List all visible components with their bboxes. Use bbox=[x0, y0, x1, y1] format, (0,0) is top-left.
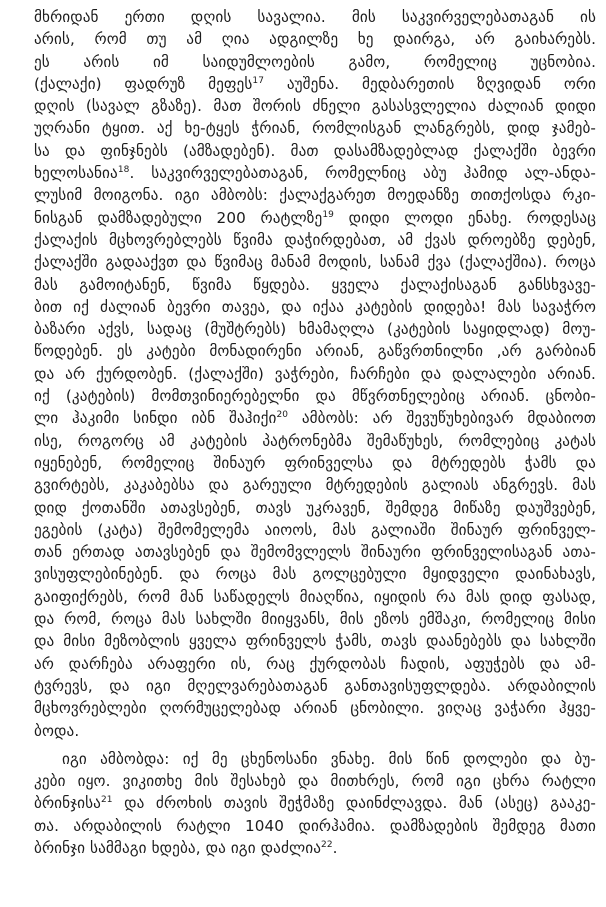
text-line: და არ ქურდობენ. (ქალაქში) ვაჭრები, ჩარჩები და დალალები არიან. bbox=[34, 364, 596, 383]
text-line: მხრიდან ერთი დღის სავალია. მის საკვირველებათაგან ის bbox=[34, 8, 596, 26]
text-line: (ქალაქი) ფადრუზ მეფეს$^{17}$ აუშენა. მედბარეთის ზღვიდან ორი bbox=[34, 74, 596, 93]
text-line: ისე, როგორც ამ კატების პატრონებმა შემაწუხეს, რომლებიც კატას bbox=[34, 431, 596, 450]
text-line: ეგების (კატა) შემომელემა აიოოს, მას გალიაში შინაურ ფრინველ- bbox=[34, 520, 596, 539]
text-line: ქალაქის მცხოვრებლებს წვიმა დაჭირდებათ, ამ ქვას დროებზე დებენ, bbox=[34, 230, 596, 249]
text-line: გაიფიქრებს, რომ მან საწადელს მიაღწია, იყიდის რა მას დიდ ფასად, bbox=[34, 587, 596, 606]
footnote-marker: 19 bbox=[322, 209, 334, 220]
paragraph bbox=[34, 748, 596, 859]
text-line: ვისუფლებინებენ. და როცა მას გოლცებული მყიდველი დაინახავს, bbox=[34, 565, 596, 584]
paragraph bbox=[34, 6, 596, 742]
text-line: და რომ, როცა მას სახლში მიიყვანს, მის ეზოს ემშაკი, რომელიც მისი bbox=[34, 610, 596, 629]
text-line: არის, რომ თუ ამ ღია ადგილზე ხე დაირგა, არ გაიხარებს. bbox=[34, 30, 596, 49]
footnote-marker: 21 bbox=[100, 795, 113, 806]
text-line: ტვრევს, და იგი მღელვარებათაგან განთავისუფლდება. არდაბილის bbox=[34, 676, 596, 695]
footnote-marker: 17 bbox=[252, 75, 265, 86]
text-line: და მისი მეზობლის ყველა ფრინველს ჭამს, თავს დაანებებს და სახლში bbox=[34, 632, 596, 651]
text-line: თან ერთად ათავსებენ და შემომვლელს შინაური ფრინველისაგან ათა- bbox=[34, 543, 596, 562]
text-line: თა. არდაბილის რატლი 1040 დირჰამია. დამზადების შემდეგ მათი bbox=[34, 816, 596, 835]
footnote-marker: 20 bbox=[276, 410, 289, 421]
text-line: ქალაქში გადააქვთ და წვიმაც მანამ მოდის, სანამ ქვა (ქალაქშია). როცა bbox=[34, 253, 596, 272]
document-page bbox=[34, 6, 596, 859]
text-line: ბრინჯი სამმაგი ხდება, და იგი დაძლია$^{22}$. bbox=[34, 838, 338, 857]
text-line: წოდებენ. ეს კატები მონადირენი არიან, გაწვრთნილნი ,არ გარბიან bbox=[34, 342, 596, 361]
text-line: ლი ჰაკიმი სინდი იბნ შაჰიქი$^{20}$ ამბობს: არ შევუწუხებივარ მდაბიოთ bbox=[34, 409, 596, 428]
text-line: ეს არის იმ საიდუმლოების გამო, რომელიც უცნობია. bbox=[34, 52, 596, 71]
text-line: სა და ფინჯნებს (ამზადებენ). მათ დასამზადებლად ქალაქში ბევრი bbox=[34, 141, 596, 160]
text-line: ლუსიმ მოიგონა. იგი ამბობს: ქალაქგარეთ მოედანზე თითქოსდა რკი- bbox=[34, 186, 596, 205]
text-line: უღრანი ტყით. აქ ხე-ტყეს ჭრიან, რომლისგან ლანგრებს, დიდ ჯამებ- bbox=[34, 119, 596, 138]
footnote-marker: 18 bbox=[117, 165, 130, 176]
text-line: იყენებენ, რომელიც შინაურ ფრინველსა და მტრედებს ჭამს და bbox=[34, 453, 596, 472]
footnote-marker: 22 bbox=[321, 839, 333, 850]
text-line: კები იყო. ვიკითხე მის შესახებ და მითხრეს, რომ იგი ცხრა რატლი bbox=[34, 772, 596, 791]
text-line: ნისგან დამზადებული 200 რატლზე$^{19}$ დიდი ლოდი ენახე. როდესაც bbox=[34, 208, 596, 227]
text-line: ბით იქ ძალიან ბევრი თავეა, და იქაა კატების დიდება! მას სავაჭრო bbox=[34, 297, 596, 316]
text-line: მას გამოიტანენ, წვიმა წყდება. ყველა ქალაქისაგან განსხვავე- bbox=[34, 275, 596, 294]
text-line: მცხოვრებლები ღორმუცელებად არიან ცნობილი. ვიღაც ვაჭარი ჰყვე- bbox=[34, 699, 596, 718]
text-line: დღის (სავალ გზაზე). მათ შორის ძნელი გასასვლელია ძალიან დიდი bbox=[34, 97, 596, 116]
text-line: ბოდა. bbox=[34, 721, 80, 740]
text-line: ხელოსანია$^{18}$. საკვირველებათაგან, რომელნიც აბუ ჰამიდ ალ-ანდა- bbox=[34, 164, 596, 183]
text-line: გვირტებს, კაკაბებსა და გარეული მტრედების გალიას ანგრევს. მას bbox=[34, 476, 596, 495]
text-line: ბაზარი აქვს, სადაც (მუშტრებს) ხმამაღლა (კატების საყიდლად) მოუ- bbox=[34, 320, 596, 339]
text-line: დიდ ქოთანში ათავსებენ, თავს უკრავენ, შემდეგ მიწაზე დაუშვებენ, bbox=[34, 498, 596, 517]
text-line: იქ (კატების) მომთვინიერებელნი და მწვრთნელებიც არიან. ცნობი- bbox=[34, 387, 596, 406]
text-line: იგი ამბობდა: იქ მე ცხენოსანი ვნახე. მის წინ დოლები და ბუ- bbox=[62, 749, 596, 768]
text-line: ბრინჯისა$^{21}$ და ძროხის თავის შეჭმაზე დაინძლავდა. მან (ასეც) გააკე- bbox=[34, 794, 596, 813]
text-line: არ დარჩება არაფერი ის, რაც ქურდობას ჩადის, აფუჭებს და ამ- bbox=[34, 654, 596, 673]
